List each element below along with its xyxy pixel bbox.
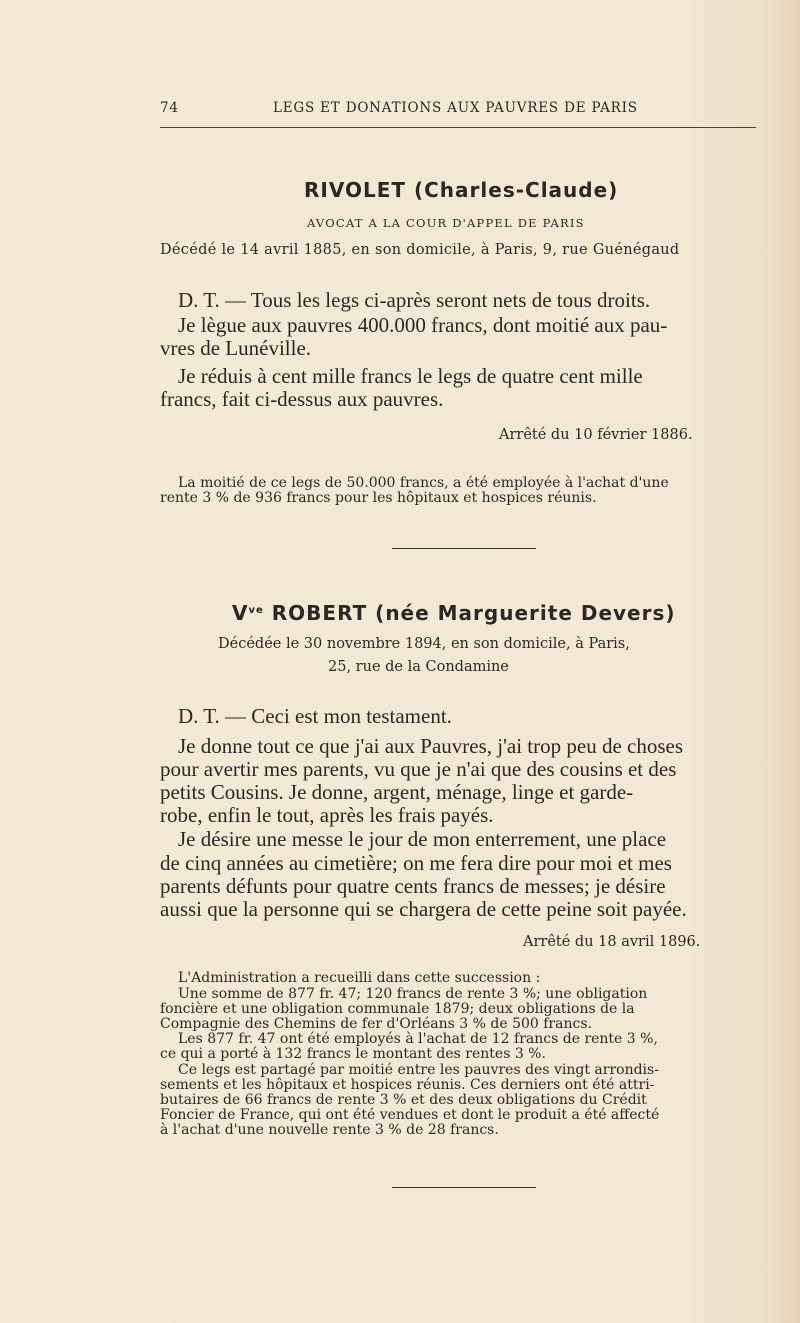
entry2-note-line: L'Administration a recueilli dans cette succession : [178,970,541,986]
header-rule [160,127,756,128]
entry2-will-line: robe, enfin le tout, après les frais payés. [160,803,494,827]
entry2-note-line: Compagnie des Chemins de fer d'Orléans 3 % de 500 francs. [160,1016,592,1032]
entry1-note-line: rente 3 % de 936 francs pour les hôpitaux et hospices réunis. [160,490,597,506]
entry2-name-prefix: V [232,601,249,625]
entry2-note-line: foncière et une obligation communale 1879; deux obligations de la [160,1001,635,1017]
entry2-name [232,601,676,625]
entry1-death: Décédé le 14 avril 1885, en son domicile, à Paris, 9, rue Guénégaud [160,242,680,258]
entry1-will-line: D. T. — Tous les legs ci-après seront nets de tous droits. [178,288,651,312]
entry2-will-line: parents défunts pour quatre cents francs de messes; je désire [160,874,666,898]
entry2-note-line: Foncier de France, qui ont été vendues et dont le produit a été affecté [160,1107,660,1123]
page-number: 74 [160,100,179,116]
entry2-will-line: Je donne tout ce que j'ai aux Pauvres, j'ai trop peu de choses [178,734,684,758]
entry2-note-line: Une somme de 877 fr. 47; 120 francs de rente 3 %; une obligation [178,986,648,1002]
section-divider [392,548,536,549]
entry2-death-line: Décédée le 30 novembre 1894, en son domicile, à Paris, [218,636,630,652]
section-divider [392,1187,536,1188]
entry2-death-line: 25, rue de la Condamine [328,659,509,675]
entry2-name-rest: ROBERT (née Marguerite Devers) [271,601,676,625]
entry2-decree: Arrêté du 18 avril 1896. [523,934,701,950]
entry2-will-line: de cinq années au cimetière; on me fera dire pour moi et mes [160,851,672,875]
entry1-decree: Arrêté du 10 février 1886. [499,427,693,443]
running-title: LEGS ET DONATIONS AUX PAUVRES DE PARIS [273,100,638,116]
entry2-note-line: Ce legs est partagé par moitié entre les pauvres des vingt arrondis- [178,1062,659,1078]
entry1-name: RIVOLET (Charles-Claude) [304,178,619,202]
entry2-will-line: Je désire une messe le jour de mon enterrement, une place [178,827,667,851]
entry2-note-line: sements et les hôpitaux et hospices réunis. Ces derniers ont été attri- [160,1077,655,1093]
entry1-will-line: Je lègue aux pauvres 400.000 francs, dont moitié aux pau- [178,313,668,337]
entry2-will-line: petits Cousins. Je donne, argent, ménage, linge et garde- [160,780,634,804]
entry2-note-line: à l'achat d'une nouvelle rente 3 % de 28 francs. [160,1122,499,1138]
entry1-note-line: La moitié de ce legs de 50.000 francs, a été employée à l'achat d'une [178,475,669,491]
entry1-profession: AVOCAT A LA COUR D'APPEL DE PARIS [307,216,585,230]
entry2-note-line: Les 877 fr. 47 ont été employés à l'achat de 12 francs de rente 3 %, [178,1031,658,1047]
entry1-will-line: Je réduis à cent mille francs le legs de quatre cent mille [178,364,643,388]
entry2-will-line: aussi que la personne qui se chargera de cette peine soit payée. [160,897,687,921]
entry2-will-line: pour avertir mes parents, vu que je n'ai que des cousins et des [160,757,677,781]
entry1-will-line: francs, fait ci-dessus aux pauvres. [160,387,444,411]
entry2-note-line: ce qui a porté à 132 francs le montant des rentes 3 %. [160,1046,546,1062]
entry2-name-prefix-sup: ve [248,605,264,616]
entry2-will-line: D. T. — Ceci est mon testament. [178,704,452,728]
entry2-note-line: butaires de 66 francs de rente 3 % et des deux obligations du Crédit [160,1092,647,1108]
entry1-will-line: vres de Lunéville. [160,336,312,360]
